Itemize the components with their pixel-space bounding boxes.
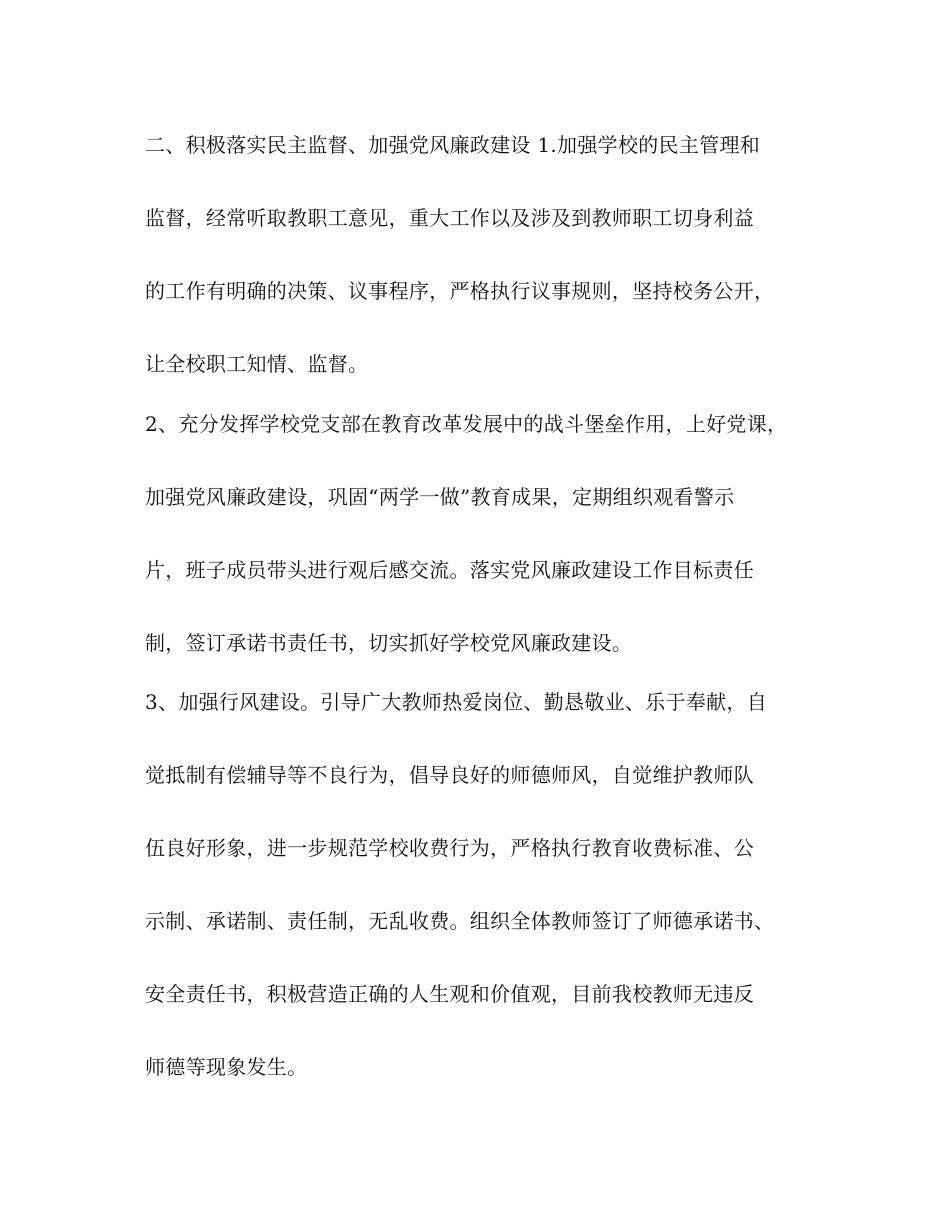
text-line: 加强党风廉政建设，巩固“两学一做”教育成果，定期组织观看警示 (145, 485, 735, 509)
text-line: 2、充分发挥学校党支部在教育改革发展中的战斗堡垒作用，上好党课， (145, 412, 788, 436)
text-line: 让全校职工知情、监督。 (145, 352, 369, 376)
text-line: 的工作有明确的决策、议事程序，严格执行议事规则，坚持校务公开， (145, 279, 775, 303)
text-line: 二、积极落实民主监督、加强党风廉政建设 1.加强学校的民主管理和 (145, 133, 761, 157)
text-line: 师德等现象发生。 (145, 1055, 308, 1079)
text-line: 伍良好形象，进一步规范学校收费行为，严格执行教育收费标准、公 (145, 836, 754, 860)
text-line: 片，班子成员带头进行观后感交流。落实党风廉政建设工作目标责任 (145, 558, 754, 582)
text-line: 制，签订承诺书责任书，切实抓好学校党风廉政建设。 (145, 631, 633, 655)
text-line: 示制、承诺制、责任制，无乱收费。组织全体教师签订了师德承诺书、 (145, 909, 775, 933)
text-line: 安全责任书，积极营造正确的人生观和价值观，目前我校教师无违反 (145, 982, 754, 1006)
text-line: 3、加强行风建设。引导广大教师热爱岗位、勤恳敬业、乐于奉献，自 (145, 690, 768, 714)
text-line: 监督，经常听取教职工意见，重大工作以及涉及到教师职工切身利益 (145, 206, 754, 230)
text-line: 觉抵制有偿辅导等不良行为，倡导良好的师德师风，自觉维护教师队 (145, 763, 754, 787)
